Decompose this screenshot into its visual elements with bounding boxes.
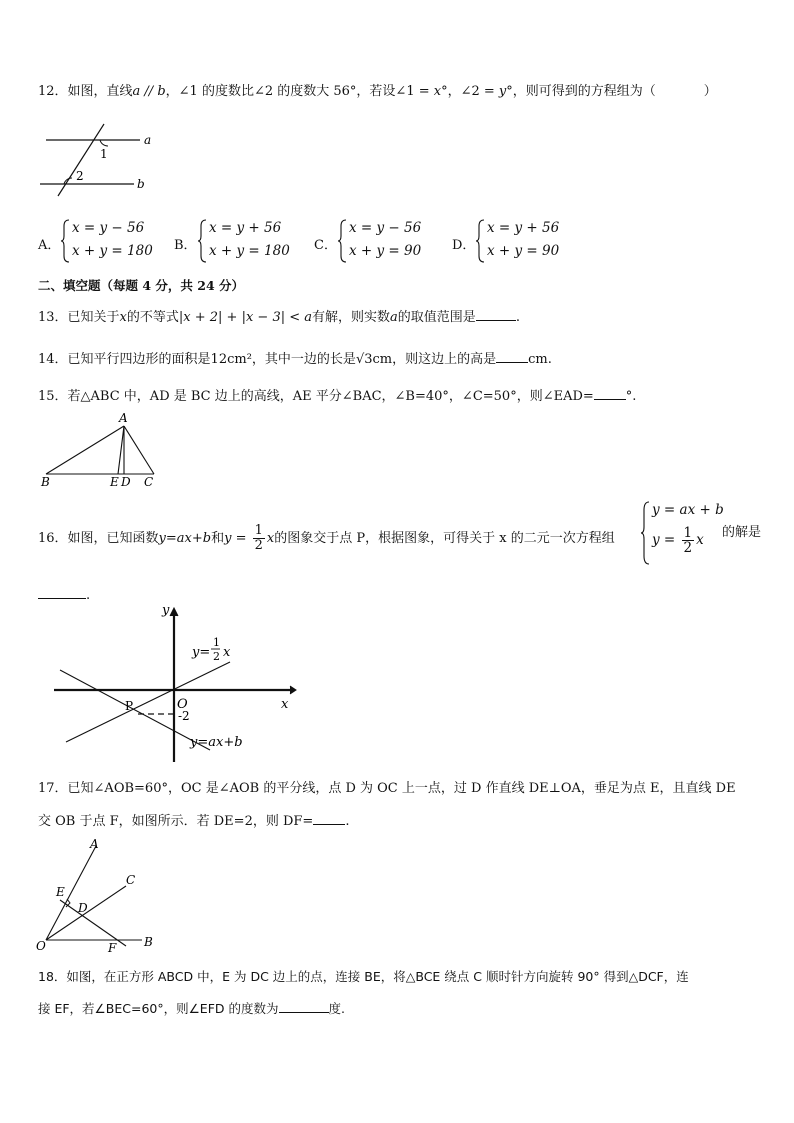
ray-oa bbox=[46, 846, 96, 940]
q16-sys2-var: x bbox=[696, 532, 704, 548]
q16-frac-den: 2 bbox=[254, 538, 263, 553]
q17-answer-blank[interactable] bbox=[313, 810, 345, 825]
option-c-eq1: x = y − 56 bbox=[349, 220, 422, 236]
vertex-c: C bbox=[144, 475, 154, 489]
option-b-label[interactable]: B． bbox=[174, 238, 197, 253]
bisector-ae bbox=[118, 426, 124, 474]
x-axis-label: x bbox=[281, 697, 289, 712]
q12-parallel: a // b bbox=[132, 84, 166, 99]
brace-icon bbox=[197, 218, 207, 264]
q16-sys-fraction bbox=[682, 526, 695, 555]
q15-text bbox=[38, 385, 636, 406]
q12-text-b: ，∠1 的度数比∠2 的度数大 56°，若设∠1 = bbox=[165, 84, 434, 99]
q12-text bbox=[38, 83, 717, 101]
vertex-a: A bbox=[119, 411, 128, 425]
q18-answer-blank[interactable] bbox=[279, 998, 329, 1013]
option-c-system[interactable] bbox=[337, 218, 437, 264]
transversal bbox=[58, 124, 104, 196]
option-b-eq1: x = y + 56 bbox=[209, 220, 282, 236]
q18-line1: 18．如图，在正方形 ABCD 中，E 为 DC 边上的点，连接 BE，将△BCE 绕点 C 顺时针方向旋转 90° 得到△DCF，连 bbox=[38, 969, 689, 984]
q16-sys-frac-num: 1 bbox=[683, 525, 693, 541]
option-d-system[interactable] bbox=[475, 218, 575, 264]
point-d: D bbox=[121, 475, 131, 489]
q16-graph bbox=[50, 604, 300, 764]
q17-line1: 17．已知∠AOB=60°，OC 是∠AOB 的平分线，点 D 为 OC 上一点，过 D 作直线 DE⊥OA，垂足为点 E，且直线 DE bbox=[38, 781, 736, 796]
brace-icon bbox=[337, 218, 347, 264]
label-a: a bbox=[144, 133, 152, 147]
option-c-label[interactable]: C． bbox=[314, 238, 337, 253]
y-axis-arrow-icon bbox=[170, 608, 178, 616]
q13-var-a: a bbox=[390, 310, 398, 325]
option-d-eq1: x = y + 56 bbox=[487, 220, 560, 236]
q13-text-c: 有解，则实数 bbox=[312, 310, 391, 325]
q16-sys-eq1: y = ax + b bbox=[652, 502, 724, 518]
q16-fraction bbox=[253, 524, 265, 553]
line-half-x bbox=[66, 662, 230, 742]
q16-text bbox=[38, 524, 615, 553]
option-a-eq1: x = y − 56 bbox=[72, 220, 145, 236]
q16-f2-left: y = bbox=[224, 531, 247, 546]
point-e: E bbox=[56, 885, 65, 899]
q15-text-a: 15．若△ABC 中，AD 是 BC 边上的高线，AE 平分∠BAC，∠B=40°，∠C=50°，则∠EAD= bbox=[38, 389, 594, 404]
side-ab bbox=[46, 426, 124, 474]
q14-answer-blank[interactable] bbox=[496, 348, 528, 363]
label-2: 2 bbox=[76, 169, 84, 183]
q12-text-a: 12．如图，直线 bbox=[38, 84, 133, 99]
q16-f2-var: x bbox=[266, 531, 275, 546]
option-c-eq2: x + y = 90 bbox=[349, 243, 422, 259]
point-p-label: P bbox=[125, 699, 134, 713]
option-a-system[interactable] bbox=[60, 218, 160, 264]
q18-line2 bbox=[38, 998, 345, 1018]
q16-frac-num: 1 bbox=[254, 523, 263, 538]
line1-label-var: x bbox=[223, 645, 231, 660]
angle1-arc bbox=[100, 140, 108, 146]
q13-var-x: x bbox=[119, 310, 127, 325]
line1-frac-den: 2 bbox=[213, 650, 220, 663]
point-e: E bbox=[110, 475, 119, 489]
line1-frac-num: 1 bbox=[213, 636, 220, 649]
q13-text bbox=[38, 306, 520, 327]
q13-answer-blank[interactable] bbox=[476, 306, 516, 321]
q13-text-d: 的取值范围是 bbox=[397, 310, 476, 325]
q12-x-deg: x° bbox=[433, 84, 448, 99]
q12-y-deg: y° bbox=[498, 84, 513, 99]
brace-icon bbox=[60, 218, 70, 264]
minus2-label: -2 bbox=[178, 709, 190, 723]
q16-system bbox=[640, 500, 724, 566]
option-a-label[interactable]: A． bbox=[38, 238, 61, 253]
q17-line2 bbox=[38, 810, 349, 831]
q18-line2-b: 度. bbox=[328, 1001, 345, 1016]
q12-text-e: ） bbox=[703, 84, 717, 99]
option-b-eq2: x + y = 180 bbox=[209, 243, 290, 259]
line1-label-left: y= bbox=[192, 645, 211, 660]
q13-text-a: 13．已知关于 bbox=[38, 310, 120, 325]
q12-figure bbox=[38, 120, 168, 200]
point-a: A bbox=[90, 837, 99, 851]
q14-text-a: 14．已知平行四边形的面积是 bbox=[38, 352, 211, 367]
q15-end: °. bbox=[625, 389, 637, 404]
q14-area: 12cm² bbox=[210, 352, 252, 367]
q16-end: . bbox=[86, 588, 91, 603]
q16-sys2-left: y = bbox=[652, 532, 676, 548]
q14-text-b: ，其中一边的长是 bbox=[251, 352, 356, 367]
line2-label: y=ax+b bbox=[190, 735, 243, 750]
q13-text-b: 的不等式 bbox=[126, 310, 179, 325]
q13-inequality: |x + 2| + |x − 3| < a bbox=[178, 310, 313, 325]
q14-unit: cm. bbox=[528, 352, 552, 367]
brace-icon bbox=[475, 218, 485, 264]
label-b: b bbox=[137, 177, 145, 191]
q17-figure bbox=[34, 834, 164, 954]
y-axis-label: y bbox=[162, 604, 170, 618]
q16-text-d: 的解是 bbox=[722, 525, 762, 540]
q16-answer-line bbox=[38, 584, 90, 605]
option-d-label[interactable]: D． bbox=[452, 238, 476, 253]
q17-line2-a: 交 OB 于点 F，如图所示．若 DE=2，则 DF= bbox=[38, 814, 314, 829]
q16-text-b: 和 bbox=[211, 531, 225, 546]
q14-side: √3cm bbox=[355, 352, 393, 367]
origin-label: O bbox=[177, 697, 188, 712]
point-f: F bbox=[108, 941, 117, 954]
x-axis-arrow-icon bbox=[290, 686, 296, 694]
point-b: B bbox=[144, 935, 153, 949]
vertex-b: B bbox=[41, 475, 50, 489]
side-ac bbox=[124, 426, 154, 474]
q15-answer-blank[interactable] bbox=[594, 385, 626, 400]
section-heading: 二、填空题（每题 4 分，共 24 分） bbox=[38, 278, 245, 293]
q17-end: . bbox=[345, 814, 350, 829]
q16-f1: y=ax+b bbox=[158, 531, 212, 546]
q13-end: . bbox=[515, 310, 520, 325]
q14-text-c: ，则这边上的高是 bbox=[392, 352, 497, 367]
brace-icon bbox=[640, 500, 650, 566]
option-a-eq2: x + y = 180 bbox=[72, 243, 153, 259]
line-de bbox=[60, 900, 126, 946]
q12-text-d: ，则可得到的方程组为（ bbox=[512, 84, 656, 99]
option-d-eq2: x + y = 90 bbox=[487, 243, 560, 259]
point-d: D bbox=[78, 901, 88, 915]
point-o: O bbox=[36, 939, 46, 953]
point-c: C bbox=[126, 873, 136, 887]
q15-figure bbox=[38, 410, 168, 490]
option-b-system[interactable] bbox=[197, 218, 297, 264]
q16-text-a: 16．如图，已知函数 bbox=[38, 531, 159, 546]
q14-text bbox=[38, 348, 552, 369]
q16-text-c: 的图象交于点 P，根据图象，可得关于 x 的二元一次方程组 bbox=[274, 531, 615, 546]
q18-line2-a: 接 EF，若∠BEC=60°，则∠EFD 的度数为 bbox=[38, 1001, 279, 1016]
label-1: 1 bbox=[100, 147, 108, 161]
q12-text-c: ，∠2 = bbox=[447, 84, 499, 99]
q16-sys-eq2 bbox=[652, 526, 704, 555]
q16-answer-blank[interactable] bbox=[38, 584, 86, 599]
q16-sys-frac-den: 2 bbox=[683, 540, 693, 556]
